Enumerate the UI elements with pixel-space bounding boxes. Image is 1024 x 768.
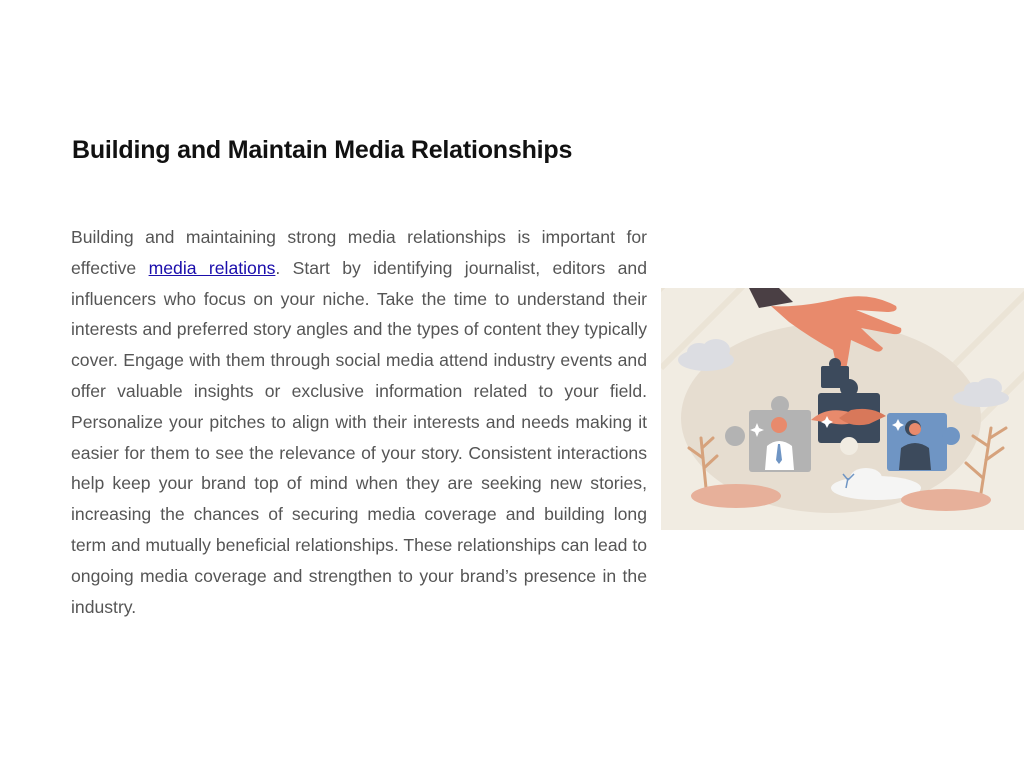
illustration-svg bbox=[661, 288, 1024, 530]
media-relationship-illustration bbox=[661, 288, 1024, 530]
body-paragraph bbox=[71, 222, 647, 622]
mound-right bbox=[901, 489, 991, 511]
paragraph-text-rest: . Start by identifying journalist, editors and influencers who focus on your niche. Take the time to understand their interests and preferred story angles and the types of content they typically cover. Engage with them through social media attend industry events and offer valuable insights or exclusive information related to your field. Personalize your pitches to align with their interests and needs making it easier for them to see the relevance of your story. Consistent interactions help keep your brand top of mind when they are seeking new stories, increasing the chances of securing media coverage and building long term and mutually beneficial relationships. These relationships can lead to ongoing media coverage and strengthen to your brand’s presence in the industry. bbox=[71, 257, 648, 617]
mound-left bbox=[691, 484, 781, 508]
paragraph-text-start: Building and maintaining strong media relationships is important for effective bbox=[71, 227, 647, 278]
slide-title: Building and Maintain Media Relationships bbox=[72, 136, 573, 164]
media-relations-link[interactable]: media relations bbox=[148, 257, 276, 278]
